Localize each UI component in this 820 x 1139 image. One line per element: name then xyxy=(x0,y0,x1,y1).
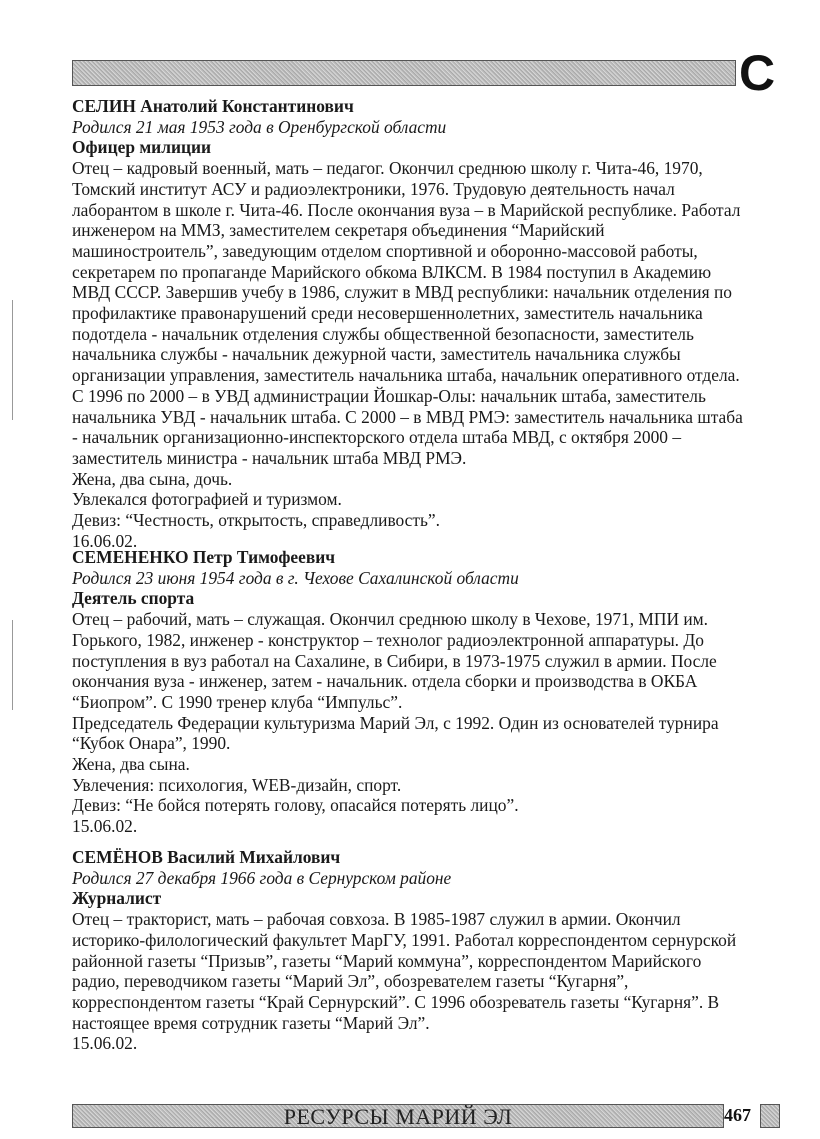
biography-line: - начальник организационно-инспекторского отдела штаба МВД, с октября 2000 – xyxy=(72,427,682,448)
biography-line: 15.06.02. xyxy=(72,1033,138,1054)
footer-title: РЕСУРСЫ МАРИЙ ЭЛ xyxy=(283,1104,513,1129)
profession: Деятель спорта xyxy=(72,588,195,609)
biography-line: Отец – кадровый военный, мать – педагог. Окончил среднюю школу г. Чита-46, 1970, xyxy=(72,158,703,179)
profession: Офицер милиции xyxy=(72,137,212,158)
section-header-bar xyxy=(72,60,736,86)
biography-line: окончания вуза - инженер, затем - начальник. отдела сборки и производства в ОКБА xyxy=(72,671,698,692)
biography-line: МВД СССР. Завершив учебу в 1986, служит в МВД республики: начальник отделения по xyxy=(72,282,732,303)
biography-line: профилактике правонарушений среди несовершеннолетних, заместитель начальника xyxy=(72,303,703,324)
biography-line: организации управления, заместитель начальника штаба, начальник оперативного отдела. xyxy=(72,365,740,386)
biography-line: С 1996 по 2000 – в УВД администрации Йошкар-Олы: начальник штаба, заместитель xyxy=(72,385,706,406)
biography-line: Жена, два сына. xyxy=(72,754,190,775)
biography-line: Увлекался фотографией и туризмом. xyxy=(72,489,342,510)
biography-entry xyxy=(72,547,719,837)
biography-line: настоящее время сотрудник газеты “Марий Эл”. xyxy=(72,1012,430,1033)
biography-line: “Биопром”. С 1990 тренер клуба “Импульс”. xyxy=(72,691,403,712)
biography-line: Девиз: “Честность, открытость, справедливость”. xyxy=(72,510,440,531)
biography-line: Томский институт АСУ и радиоэлектроники, 1976. Трудовую деятельность начал xyxy=(72,178,675,199)
biography-line: секретарем по пропаганде Марийского обкома ВЛКСМ. В 1984 поступил в Академию xyxy=(72,261,712,282)
birth-info: Родился 23 июня 1954 года в г. Чехове Сахалинской области xyxy=(72,567,519,588)
biography-line: Председатель Федерации культуризма Марий Эл, с 1992. Один из основателей турнира xyxy=(72,712,719,733)
biography-line: Отец – тракторист, мать – рабочая совхоза. В 1985-1987 служил в армии. Окончил xyxy=(72,909,681,930)
scan-edge-line xyxy=(12,300,13,420)
scan-edge-line xyxy=(12,620,13,710)
person-name: СЕМЕНЕНКО Петр Тимофеевич xyxy=(72,547,336,567)
footer-bar xyxy=(72,1104,724,1128)
biography-line: Девиз: “Не бойся потерять голову, опасайся потерять лицо”. xyxy=(72,795,519,816)
biography-line: Жена, два сына, дочь. xyxy=(72,468,233,489)
person-name: СЕЛИН Анатолий Константинович xyxy=(72,96,354,116)
birth-info: Родился 21 мая 1953 года в Оренбургской области xyxy=(72,116,447,137)
biography-line: 16.06.02. xyxy=(72,530,138,551)
biography-line: поступления в вуз работал на Сахалине, в Сибири, в 1973-1975 служил в армии. После xyxy=(72,650,717,671)
biography-line: “Кубок Онара”, 1990. xyxy=(72,733,231,754)
biography-entry xyxy=(72,96,743,551)
biography-line: заместитель министра - начальник штаба МВД РМЭ. xyxy=(72,447,467,468)
biography-line: инженером на ММЗ, заместителем секретаря объединения “Марийский xyxy=(72,220,605,241)
footer-bar-end xyxy=(760,1104,780,1128)
biography-line: корреспондентом газеты “Край Сернурский”. С 1996 обозреватель газеты “Кугарня”. В xyxy=(72,991,720,1012)
biography-line: Горького, 1982, инженер - конструктор – технолог радиоэлектронной аппаратуры. До xyxy=(72,629,704,650)
biography-line: подотдела - начальник отделения службы общественной безопасности, заместитель xyxy=(72,323,694,344)
biography-line: начальника службы - начальник дежурной части, заместитель начальника службы xyxy=(72,344,681,365)
biography-line: лаборантом в школе г. Чита-46. После окончания вуза – в Марийской республике. Работал xyxy=(72,199,741,220)
birth-info: Родился 27 декабря 1966 года в Сернурском районе xyxy=(72,867,452,888)
biography-line: начальника УВД - начальник штаба. С 2000 – в МВД РМЭ: заместитель начальника штаба xyxy=(72,406,743,427)
biography-line: районной газеты “Призыв”, газеты “Марий коммуна”, корреспондентом Марийского xyxy=(72,950,702,971)
biography-entry xyxy=(72,847,736,1054)
biography-line: историко-филологический факультет МарГУ, 1991. Работал корреспондентом сернурской xyxy=(72,929,737,950)
page-number: 467 xyxy=(724,1105,751,1125)
biography-line: 15.06.02. xyxy=(72,816,138,837)
profession: Журналист xyxy=(72,888,162,909)
biography-line: Отец – рабочий, мать – служащая. Окончил среднюю школу в Чехове, 1971, МПИ им. xyxy=(72,609,709,630)
person-name: СЕМЁНОВ Василий Михайлович xyxy=(72,847,341,867)
section-letter: С xyxy=(739,45,776,101)
biography-line: машиностроитель”, заведующим отделом спортивной и оборонно-массовой работы, xyxy=(72,240,698,261)
biography-line: радио, переводчиком газеты “Марий Эл”, обозревателем газеты “Кугарня”, xyxy=(72,971,629,992)
biography-line: Увлечения: психология, WEB-дизайн, спорт. xyxy=(72,774,402,795)
